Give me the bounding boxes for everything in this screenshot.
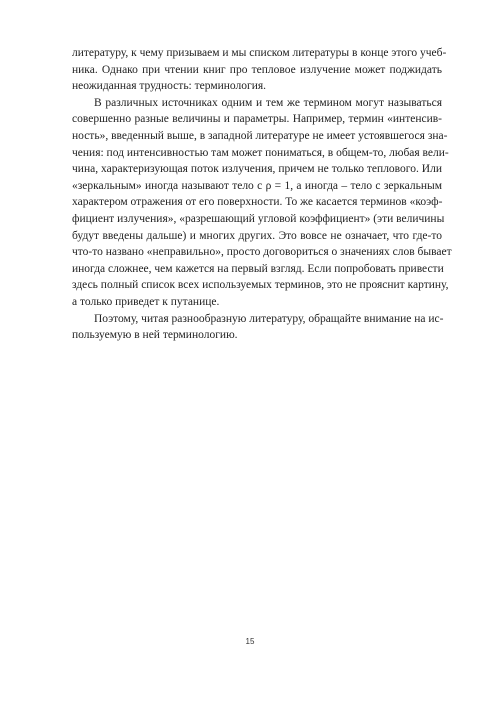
page-number: 15 xyxy=(245,637,255,646)
text-line: пользуемую в ней терминологию. xyxy=(72,329,238,342)
text-line: В различных источниках одним и тем же термином могут называться xyxy=(94,96,442,109)
body-text xyxy=(72,45,452,344)
text-line: Поэтому, читая разнообразную литературу, обращайте внимание на ис- xyxy=(94,312,444,325)
text-line: совершенно разные величины и параметры. Например, термин «интенсив- xyxy=(72,113,442,126)
text-line: будут введены дальше) и многих других. Это вовсе не означает, что где-то xyxy=(72,229,442,242)
text-line: неожиданная трудность: терминология. xyxy=(72,80,267,93)
text-line: а только приведет к путанице. xyxy=(72,295,220,308)
text-line: характером отражения от его поверхности. То же касается терминов «коэф- xyxy=(72,196,443,209)
text-line: здесь полный список всех используемых терминов, это не прояснит картину, xyxy=(72,279,449,292)
text-line: литературу, к чему призываем и мы списком литературы в конце этого учеб- xyxy=(72,47,447,59)
text-line: «зеркальным» иногда называют тело с ρ = 1, а иногда – тело с зеркальным xyxy=(72,179,442,192)
text-line: иногда сложнее, чем кажется на первый взгляд. Если попробовать привести xyxy=(72,262,444,275)
text-line: ника. Однако при чтении книг про тепловое излучение может поджидать xyxy=(72,63,442,76)
text-line: чина, характеризующая поток излучения, причем не только теплового. Или xyxy=(72,163,442,176)
text-line: фициент излучения», «разрешающий угловой коэффициент» (эти величины xyxy=(72,212,445,225)
text-line: ность», введенный выше, в западной литературе не имеет устоявшегося зна- xyxy=(72,129,448,142)
text-line: чения: под интенсивностью там может пониматься, в общем-то, любая вели- xyxy=(72,146,449,159)
text-line: что-то названо «неправильно», просто договориться о значениях слов бывает xyxy=(72,246,452,259)
